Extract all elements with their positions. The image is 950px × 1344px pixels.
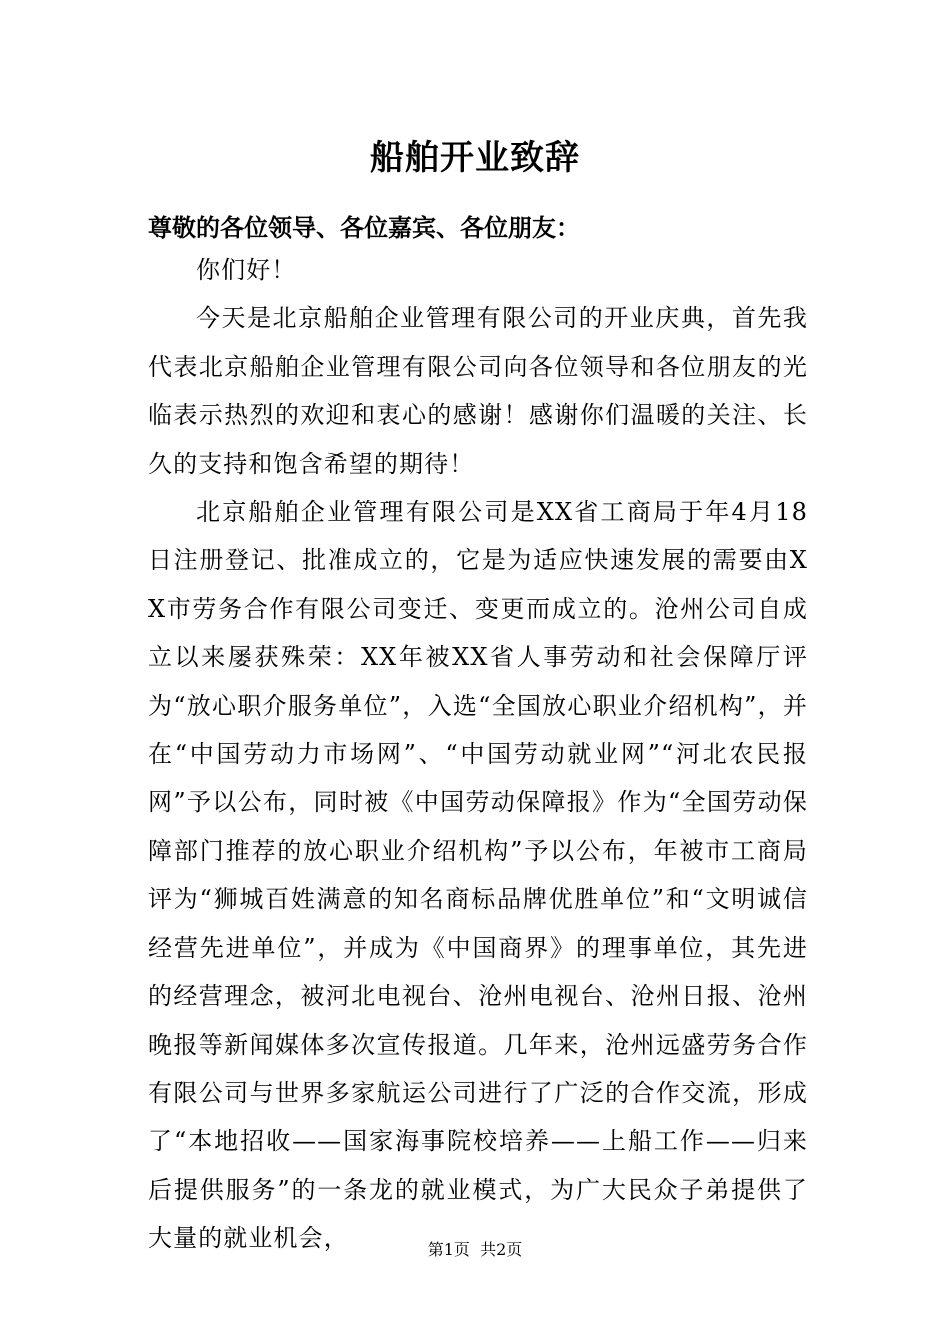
document-body [148, 246, 808, 1263]
paragraph-greeting: 你们好！ [196, 256, 297, 284]
paragraph-company-history: 北京船舶企业管理有限公司是XX省工商局于年4月18日注册登记、批准成立的，它是为适应快速发展的需要由XX市劳务合作有限公司变迁、变更而成立的。沧州公司自成立以来屡获殊荣：XX年被XX省人事劳动和社会保障厅评为“放心职介服务单位”，入选“全国放心职业介绍机构”，并在“中国劳动力市场网”、“中国劳动就业网”“河北农民报网”予以公布，同时被《中国劳动保障报》作为“全国劳动保障部门推荐的放心职业介绍机构”予以公布，年被市工商局评为“狮城百姓满意的知名商标品牌优胜单位”和“文明诚信经营先进单位”，并成为《中国商界》的理事单位，其先进的经营理念，被河北电视台、沧州电视台、沧州日报、沧州晚报等新闻媒体多次宣传报道。几年来，沧州远盛劳务合作有限公司与世界多家航运公司进行了广泛的合作交流，形成了“本地招收——国家海事院校培养——上船工作——归来后提供服务”的一条龙的就业模式，为广大民众子弟提供了大量的就业机会， [148, 498, 808, 1253]
paragraph-opening: 今天是北京船舶企业管理有限公司的开业庆典，首先我代表北京船舶企业管理有限公司向各位领导和各位朋友的光临表示热烈的欢迎和衷心的感谢！感谢你们温暖的关注、长久的支持和饱含希望的期待！ [148, 304, 808, 478]
salutation: 尊敬的各位领导、各位嘉宾、各位朋友： [148, 213, 580, 242]
document-title: 船舶开业致辞 [370, 138, 580, 178]
page-number: 第1页 共2页 [427, 1240, 523, 1259]
